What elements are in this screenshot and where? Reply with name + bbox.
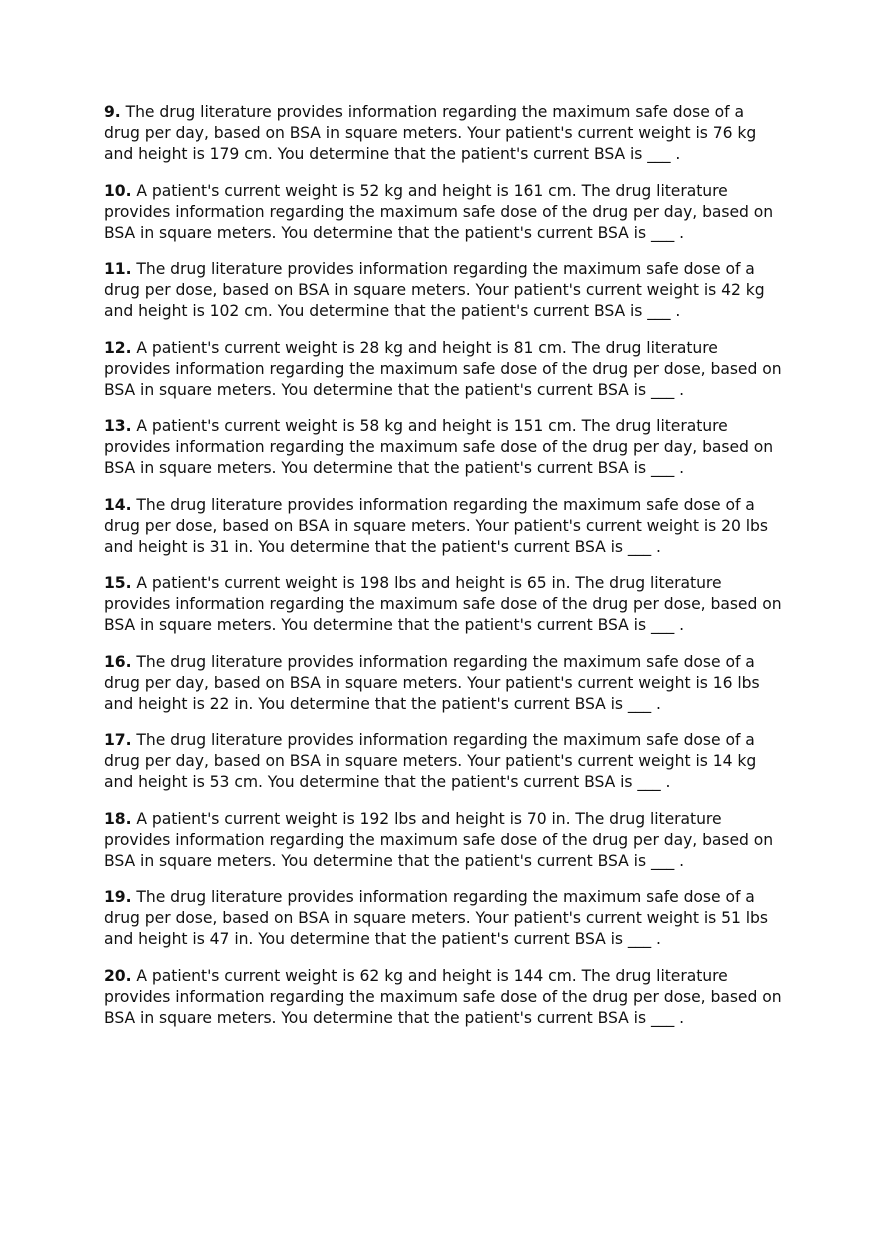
question-number: 9. [104,103,121,121]
question-number: 20. [104,966,132,985]
question-number: 11. [104,260,132,278]
question-number: 13. [104,417,132,435]
question-text: A patient's current weight is 52 kg and height is 161 cm. The drug literature provides information regarding the maximum safe dose of the drug per day, based on BSA in square meters. You determine that the patient's current BSA is ___ . [104,181,774,242]
question-text: The drug literature provides information regarding the maximum safe dose of a drug per day, based on BSA in square meters. Your patient's current weight is 76 kg and height is 179 cm. You determine that the patient's current BSA is ___ . [104,103,757,163]
question-number: 17. [104,731,132,749]
question-16 [104,652,784,715]
question-11 [104,259,784,322]
question-number: 14. [104,495,132,514]
question-text: The drug literature provides information regarding the maximum safe dose of a drug per day, based on BSA in square meters. Your patient's current weight is 14 kg and height is 53 cm. You determine that the patient's current BSA is ___ . [104,731,757,791]
question-20 [104,966,784,1029]
question-13 [104,416,784,479]
question-text: A patient's current weight is 192 lbs and height is 70 in. The drug literature provides information regarding the maximum safe dose of the drug per day, based on BSA in square meters. You determine that the patient's current BSA is ___ . [104,809,774,870]
question-number: 18. [104,809,132,828]
question-text: A patient's current weight is 58 kg and height is 151 cm. The drug literature provides information regarding the maximum safe dose of the drug per day, based on BSA in square meters. You determine that the patient's current BSA is ___ . [104,417,774,477]
question-9 [104,102,784,165]
question-number: 16. [104,652,132,671]
question-15 [104,573,784,636]
question-12 [104,338,784,401]
question-number: 10. [104,181,132,200]
question-number: 19. [104,888,132,906]
question-number: 15. [104,574,132,592]
question-17 [104,730,784,793]
question-10 [104,181,784,244]
question-14 [104,495,784,558]
question-list [104,102,784,1044]
question-text: A patient's current weight is 62 kg and height is 144 cm. The drug literature provides information regarding the maximum safe dose of the drug per dose, based on BSA in square meters. You determine that the patient's current BSA is ___ . [104,966,782,1027]
question-number: 12. [104,338,132,357]
question-text: The drug literature provides information regarding the maximum safe dose of a drug per dose, based on BSA in square meters. Your patient's current weight is 42 kg and height is 102 cm. You determine that the patient's current BSA is ___ . [104,260,765,320]
question-text: A patient's current weight is 28 kg and height is 81 cm. The drug literature provides information regarding the maximum safe dose of the drug per dose, based on BSA in square meters. You determine that the patient's current BSA is ___ . [104,338,782,399]
question-19 [104,887,784,950]
question-18 [104,809,784,872]
question-text: The drug literature provides information regarding the maximum safe dose of a drug per dose, based on BSA in square meters. Your patient's current weight is 20 lbs and height is 31 in. You determine that the patient's current BSA is ___ . [104,495,768,556]
question-text: The drug literature provides information regarding the maximum safe dose of a drug per day, based on BSA in square meters. Your patient's current weight is 16 lbs and height is 22 in. You determine that the patient's current BSA is ___ . [104,652,760,713]
question-text: A patient's current weight is 198 lbs and height is 65 in. The drug literature provides information regarding the maximum safe dose of the drug per dose, based on BSA in square meters. You determine that the patient's current BSA is ___ . [104,574,782,634]
question-text: The drug literature provides information regarding the maximum safe dose of a drug per dose, based on BSA in square meters. Your patient's current weight is 51 lbs and height is 47 in. You determine that the patient's current BSA is ___ . [104,888,768,948]
